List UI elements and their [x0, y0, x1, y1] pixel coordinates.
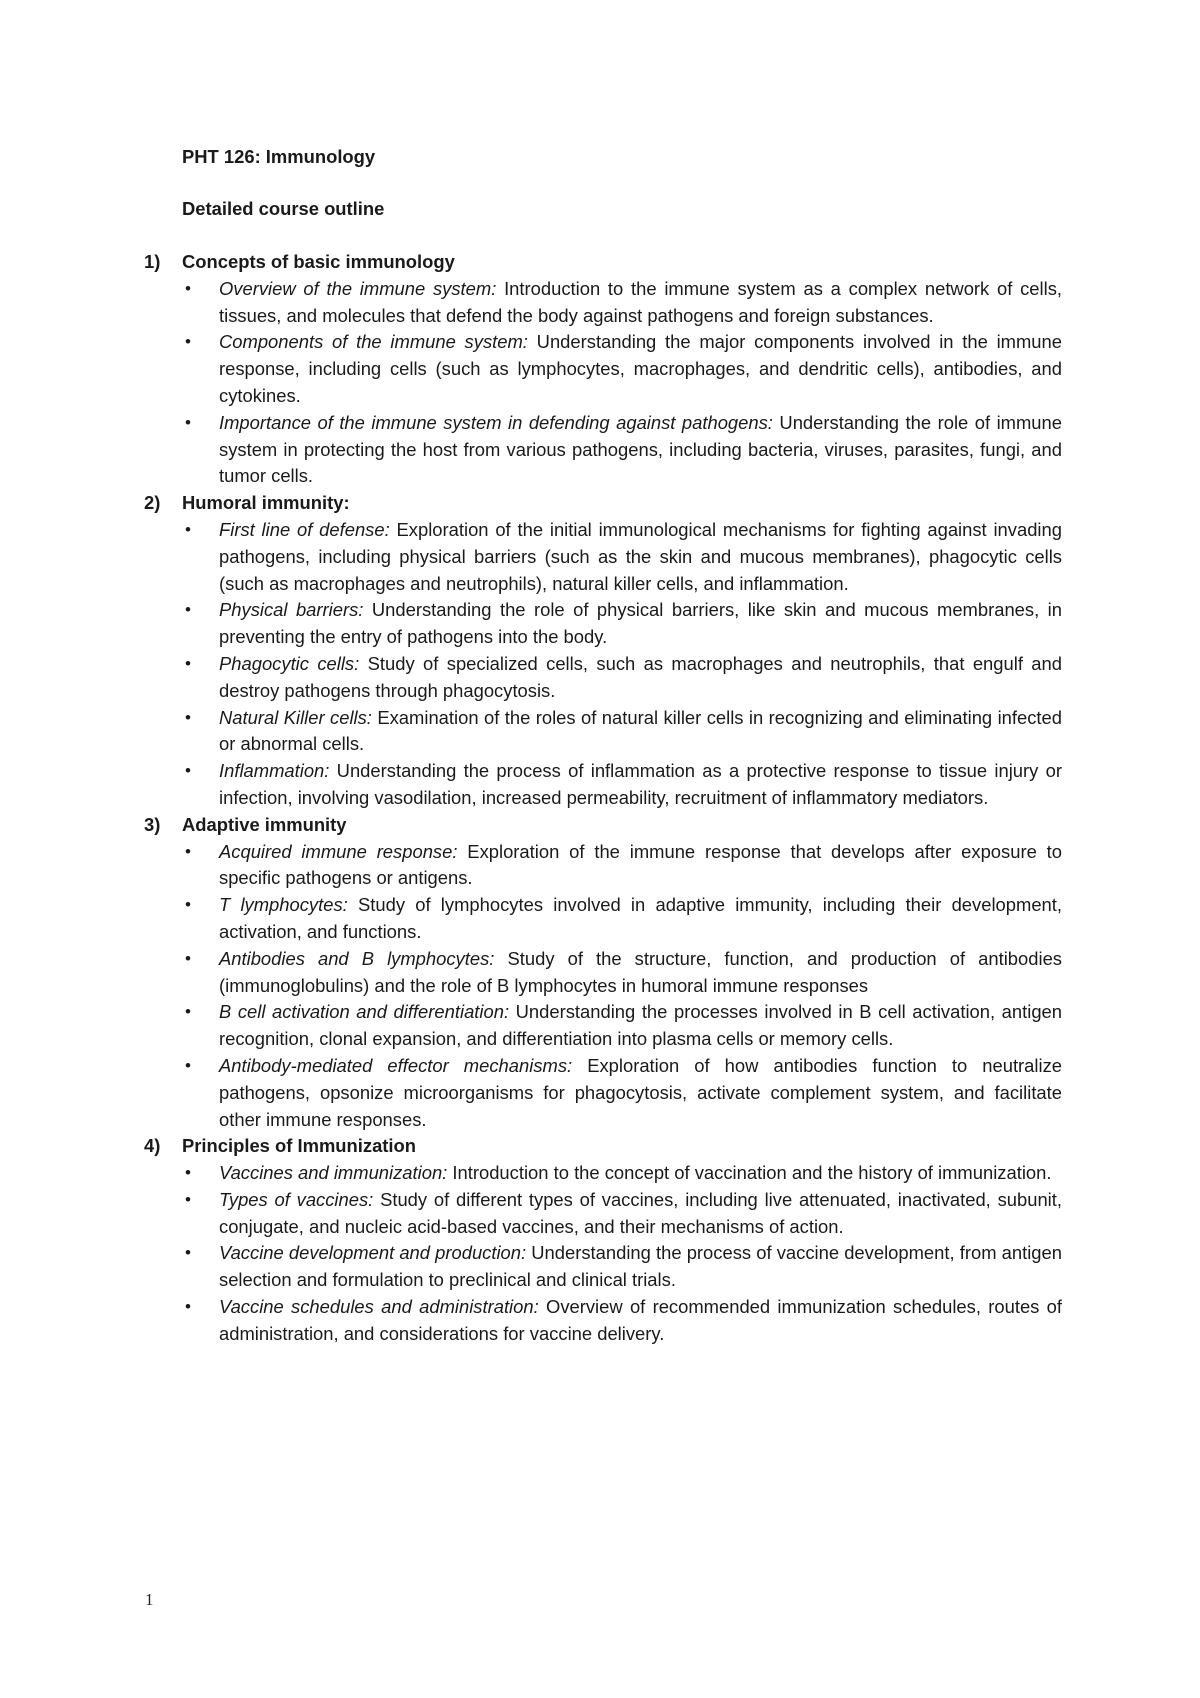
- document-title: PHT 126: Immunology: [182, 146, 376, 167]
- item-description: Understanding the process of inflammation as a protective response to tissue injury or infection, involving vasodilation, increased permeability, recruitment of inflammatory mediators.: [219, 760, 1062, 808]
- outline-section: [144, 490, 1062, 812]
- bullet-icon: •: [185, 707, 191, 727]
- item-description: Understanding the processes involved in B cell activation, antigen recognition, clonal expansion, and differentiation into plasma cells or memory cells.: [219, 1001, 1063, 1050]
- outline-section: [144, 249, 1062, 490]
- item-description: Introduction to the concept of vaccination and the history of immunization.: [447, 1162, 1052, 1184]
- item-term: B cell activation and differentiation:: [219, 1001, 510, 1023]
- item-description: Exploration of the immune response that develops after exposure to specific pathogens or antigens.: [219, 840, 1062, 889]
- section-item-list: [182, 1160, 1062, 1348]
- item-description: Exploration of how antibodies function to neutralize pathogens, opsonize microorganisms for phagocytosis, activate complement system, and facilitate other immune responses.: [219, 1054, 1062, 1130]
- list-item: [182, 276, 1062, 330]
- section-number: 3): [144, 813, 161, 835]
- outline-section: [144, 812, 1063, 1134]
- item-term: Phagocytic cells:: [219, 652, 360, 674]
- list-item: [182, 758, 1062, 812]
- section-heading: [144, 1133, 1062, 1160]
- section-item-list: [182, 839, 1062, 1134]
- document-page: [144, 144, 1063, 1348]
- section-number: 1): [144, 251, 161, 272]
- bullet-icon: •: [185, 1002, 191, 1022]
- item-description: Understanding the role of immune system in protecting the host from various pathogens, including bacteria, viruses, parasites, fungi, and tumor cells.: [219, 411, 1062, 487]
- bullet-icon: •: [185, 653, 191, 673]
- section-heading: [144, 249, 1062, 276]
- item-term: Acquired immune response:: [219, 840, 458, 862]
- bullet-icon: •: [185, 519, 191, 539]
- item-term: Antibodies and B lymphocytes:: [219, 947, 495, 969]
- list-item: [182, 329, 1062, 409]
- list-item: [182, 892, 1062, 946]
- item-term: Components of the immune system:: [219, 331, 528, 353]
- item-description: Understanding the major components involved in the immune response, including cells (such as lymphocytes, macrophages, and dendritic cells), antibodies, and cytokines.: [219, 331, 1062, 406]
- bullet-icon: •: [185, 1189, 191, 1209]
- item-term: Vaccine development and production:: [219, 1242, 527, 1264]
- item-term: Antibody-mediated effector mechanisms:: [219, 1054, 573, 1076]
- section-number: 4): [144, 1135, 161, 1157]
- section-heading: [144, 490, 1062, 517]
- bullet-icon: •: [185, 600, 191, 620]
- section-heading: [144, 812, 1062, 839]
- item-term: Physical barriers:: [219, 599, 364, 621]
- item-description: Study of lymphocytes involved in adaptive immunity, including their development, activation, and functions.: [219, 894, 1062, 942]
- bullet-icon: •: [185, 895, 191, 915]
- item-term: Inflammation:: [219, 760, 330, 782]
- item-description: Study of different types of vaccines, including live attenuated, inactivated, subunit, conjugate, and nucleic acid-based vaccines, and their mechanisms of action.: [219, 1188, 1062, 1237]
- item-term: T lymphocytes:: [219, 894, 348, 916]
- list-item: [182, 1240, 1062, 1294]
- item-description: Study of the structure, function, and production of antibodies (immunoglobulins) and the role of B lymphocytes in humoral immune responses: [219, 947, 1062, 996]
- document-subtitle: Detailed course outline: [182, 198, 385, 219]
- item-description: Understanding the role of physical barriers, like skin and mucous membranes, in preventing the entry of pathogens into the body.: [219, 599, 1062, 648]
- bullet-icon: •: [185, 332, 191, 352]
- list-item: [182, 410, 1062, 490]
- bullet-icon: •: [185, 841, 191, 861]
- item-term: Overview of the immune system:: [219, 277, 497, 299]
- bullet-icon: •: [185, 1055, 191, 1075]
- item-term: Vaccine schedules and administration:: [219, 1296, 539, 1318]
- list-item: [182, 651, 1062, 705]
- item-description: Introduction to the immune system as a complex network of cells, tissues, and molecules that defend the body against pathogens and foreign substances.: [219, 277, 1062, 326]
- bullet-icon: •: [185, 948, 191, 968]
- item-description: Study of specialized cells, such as macrophages and neutrophils, that engulf and destroy pathogens through phagocytosis.: [219, 652, 1062, 701]
- list-item: [182, 1187, 1062, 1241]
- list-item: [182, 1053, 1062, 1133]
- item-term: Importance of the immune system in defending against pathogens:: [219, 411, 773, 433]
- list-item: [182, 705, 1062, 759]
- item-description: Examination of the roles of natural killer cells in recognizing and eliminating infected or abnormal cells.: [219, 706, 1062, 755]
- list-item: [182, 999, 1062, 1053]
- item-term: Types of vaccines:: [219, 1188, 374, 1210]
- item-term: First line of defense:: [219, 518, 390, 540]
- section-heading-text: Humoral immunity:: [182, 492, 350, 514]
- item-description: Understanding the process of vaccine development, from antigen selection and formulation to preclinical and clinical trials.: [219, 1242, 1062, 1291]
- bullet-icon: •: [185, 412, 191, 432]
- bullet-icon: •: [185, 1243, 191, 1263]
- bullet-icon: •: [185, 761, 191, 781]
- section-heading-text: Principles of Immunization: [182, 1135, 416, 1157]
- bullet-icon: •: [185, 278, 191, 298]
- list-item: [182, 1160, 1062, 1187]
- list-item: [182, 597, 1062, 651]
- item-description: Exploration of the initial immunological mechanisms for fighting against invading pathogens, including physical barriers (such as the skin and mucous membranes), phagocytic cells (such as macrophages and neutrophils), natural killer cells, and inflammation.: [219, 518, 1062, 594]
- outline-section: [144, 1133, 1063, 1347]
- section-item-list: [182, 517, 1062, 812]
- section-heading-text: Adaptive immunity: [182, 813, 347, 835]
- outline-sections: [144, 249, 1063, 1348]
- section-heading-text: Concepts of basic immunology: [182, 251, 455, 272]
- section-item-list: [182, 276, 1062, 490]
- list-item: [182, 517, 1062, 597]
- page-number: 1: [145, 1590, 154, 1609]
- item-term: Vaccines and immunization:: [219, 1162, 448, 1184]
- list-item: [182, 839, 1062, 893]
- list-item: [182, 946, 1062, 1000]
- bullet-icon: •: [185, 1163, 191, 1183]
- item-description: Overview of recommended immunization schedules, routes of administration, and considerations for vaccine delivery.: [219, 1296, 1063, 1344]
- item-term: Natural Killer cells:: [219, 706, 372, 728]
- list-item: [182, 1294, 1062, 1348]
- bullet-icon: •: [185, 1297, 191, 1317]
- section-number: 2): [144, 492, 161, 514]
